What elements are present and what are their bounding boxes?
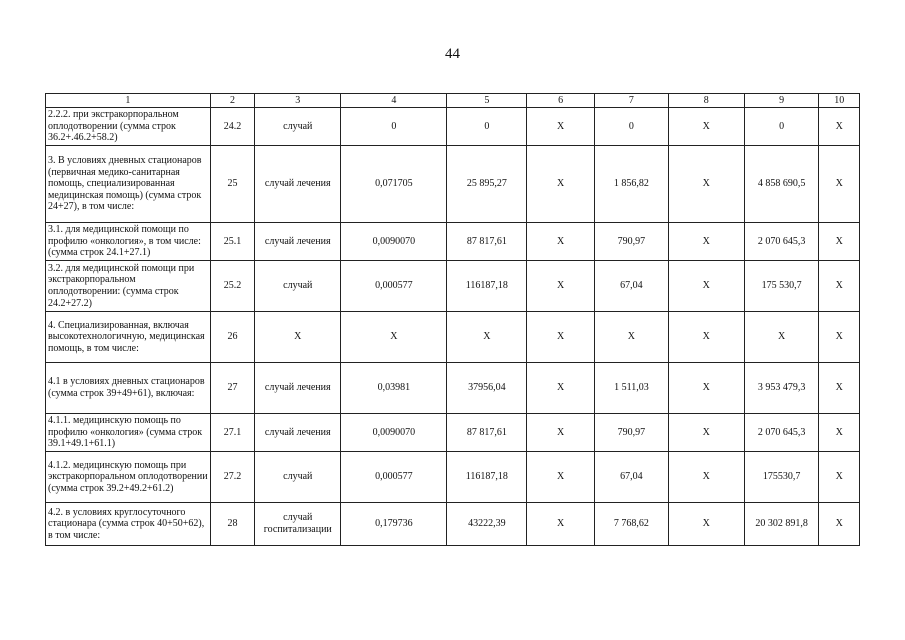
cell-norm-volume: 0,179736 (341, 503, 447, 546)
table-row (46, 414, 860, 452)
cell-col-8: X (668, 146, 744, 223)
cell-col-10: X (819, 146, 860, 223)
cell-row-name: 3.2. для медицинской помощи при экстракорпоральном оплодотворении: (сумма строк 24.2+27.2) (46, 261, 211, 312)
cell-norm-cost: 0 (447, 108, 527, 146)
cell-row-name: 4.2. в условиях круглосуточного стационара (сумма строк 40+50+62), в том числе: (46, 503, 211, 546)
cell-col-6: X (527, 363, 595, 414)
cell-norm-cost: 116187,18 (447, 452, 527, 503)
cell-col-8: X (668, 312, 744, 363)
table-row (46, 503, 860, 546)
cell-unit: случай лечения (255, 414, 341, 452)
cell-col-8: X (668, 414, 744, 452)
cell-total-cost: 2 070 645,3 (744, 223, 819, 261)
cell-row-code: 25.2 (210, 261, 254, 312)
cell-norm-cost: X (447, 312, 527, 363)
cell-col-8: X (668, 223, 744, 261)
cell-col-10: X (819, 363, 860, 414)
table-row (46, 363, 860, 414)
cell-total-cost: 20 302 891,8 (744, 503, 819, 546)
cell-norm-volume: 0,0090070 (341, 223, 447, 261)
cell-row-code: 25.1 (210, 223, 254, 261)
cell-norm-cost: 87 817,61 (447, 223, 527, 261)
cell-unit: X (255, 312, 341, 363)
cell-norm-volume: 0,03981 (341, 363, 447, 414)
cell-norm-cost: 87 817,61 (447, 414, 527, 452)
cell-total-cost: 2 070 645,3 (744, 414, 819, 452)
cell-per-capita: 0 (595, 108, 669, 146)
header-cell-10: 10 (819, 94, 860, 108)
table-row (46, 108, 860, 146)
cell-per-capita: 790,97 (595, 223, 669, 261)
table-row (46, 452, 860, 503)
cell-row-name: 4.1.2. медицинскую помощь при экстракорпоральном оплодотворении (сумма строк 39.2+49.2+61.2) (46, 452, 211, 503)
header-cell-4: 4 (341, 94, 447, 108)
header-cell-9: 9 (744, 94, 819, 108)
cell-total-cost: 175530,7 (744, 452, 819, 503)
cell-col-10: X (819, 108, 860, 146)
cell-per-capita: 1 511,03 (595, 363, 669, 414)
data-table (45, 93, 860, 546)
cell-total-cost: 0 (744, 108, 819, 146)
table-row (46, 261, 860, 312)
cell-col-10: X (819, 261, 860, 312)
header-cell-2: 2 (210, 94, 254, 108)
page-number: 44 (445, 46, 460, 62)
header-cell-3: 3 (255, 94, 341, 108)
cell-total-cost: 4 858 690,5 (744, 146, 819, 223)
cell-row-name: 3.1. для медицинской помощи по профилю «онкология», в том числе: (сумма строк 24.1+27.1) (46, 223, 211, 261)
cell-norm-volume: X (341, 312, 447, 363)
cell-col-6: X (527, 452, 595, 503)
cell-row-name: 4.1 в условиях дневных стационаров (сумма строк 39+49+61), включая: (46, 363, 211, 414)
cell-col-10: X (819, 503, 860, 546)
cell-norm-cost: 37956,04 (447, 363, 527, 414)
cell-row-code: 24.2 (210, 108, 254, 146)
cell-per-capita: 67,04 (595, 452, 669, 503)
cell-col-6: X (527, 223, 595, 261)
cell-row-name: 4.1.1. медицинскую помощь по профилю «онкология» (сумма строк 39.1+49.1+61.1) (46, 414, 211, 452)
cell-total-cost: 175 530,7 (744, 261, 819, 312)
header-cell-6: 6 (527, 94, 595, 108)
cell-unit: случай лечения (255, 146, 341, 223)
cell-row-name: 2.2.2. при экстракорпоральном оплодотворении (сумма строк 36.2+.46.2+58.2) (46, 108, 211, 146)
cell-col-8: X (668, 261, 744, 312)
cell-total-cost: X (744, 312, 819, 363)
cell-col-6: X (527, 503, 595, 546)
cell-norm-volume: 0,000577 (341, 452, 447, 503)
cell-total-cost: 3 953 479,3 (744, 363, 819, 414)
cell-per-capita: 1 856,82 (595, 146, 669, 223)
cell-col-10: X (819, 312, 860, 363)
cell-norm-volume: 0,071705 (341, 146, 447, 223)
cell-norm-cost: 43222,39 (447, 503, 527, 546)
cell-unit: случай лечения (255, 223, 341, 261)
cell-col-6: X (527, 414, 595, 452)
cell-col-8: X (668, 108, 744, 146)
cell-norm-cost: 116187,18 (447, 261, 527, 312)
cell-per-capita: 790,97 (595, 414, 669, 452)
cell-col-8: X (668, 503, 744, 546)
table-row (46, 223, 860, 261)
header-cell-7: 7 (595, 94, 669, 108)
cell-col-10: X (819, 223, 860, 261)
cell-norm-volume: 0,000577 (341, 261, 447, 312)
cell-row-code: 28 (210, 503, 254, 546)
cell-unit: случай (255, 261, 341, 312)
cell-unit: случай (255, 452, 341, 503)
table-row (46, 312, 860, 363)
cell-col-6: X (527, 312, 595, 363)
cell-row-name: 4. Специализированная, включая высокотехнологичную, медицинская помощь, в том числе: (46, 312, 211, 363)
cell-row-code: 27 (210, 363, 254, 414)
header-cell-1: 1 (46, 94, 211, 108)
cell-row-code: 25 (210, 146, 254, 223)
cell-norm-cost: 25 895,27 (447, 146, 527, 223)
cell-col-10: X (819, 414, 860, 452)
header-cell-5: 5 (447, 94, 527, 108)
cell-unit: случай (255, 108, 341, 146)
cell-norm-volume: 0,0090070 (341, 414, 447, 452)
table-row (46, 146, 860, 223)
cell-unit: случай лечения (255, 363, 341, 414)
table-header-row (46, 94, 860, 108)
cell-row-name: 3. В условиях дневных стационаров (первичная медико-санитарная помощь, специализированная медицинская помощь) (сумма строк 24+27), в том числе: (46, 146, 211, 223)
cell-col-6: X (527, 108, 595, 146)
cell-col-6: X (527, 261, 595, 312)
cell-row-code: 27.2 (210, 452, 254, 503)
cell-col-6: X (527, 146, 595, 223)
cell-col-8: X (668, 452, 744, 503)
cell-row-code: 27.1 (210, 414, 254, 452)
cell-col-8: X (668, 363, 744, 414)
cell-row-code: 26 (210, 312, 254, 363)
cell-norm-volume: 0 (341, 108, 447, 146)
header-cell-8: 8 (668, 94, 744, 108)
cell-per-capita: 67,04 (595, 261, 669, 312)
cell-col-10: X (819, 452, 860, 503)
cell-per-capita: X (595, 312, 669, 363)
cell-per-capita: 7 768,62 (595, 503, 669, 546)
cell-unit: случай госпитализации (255, 503, 341, 546)
